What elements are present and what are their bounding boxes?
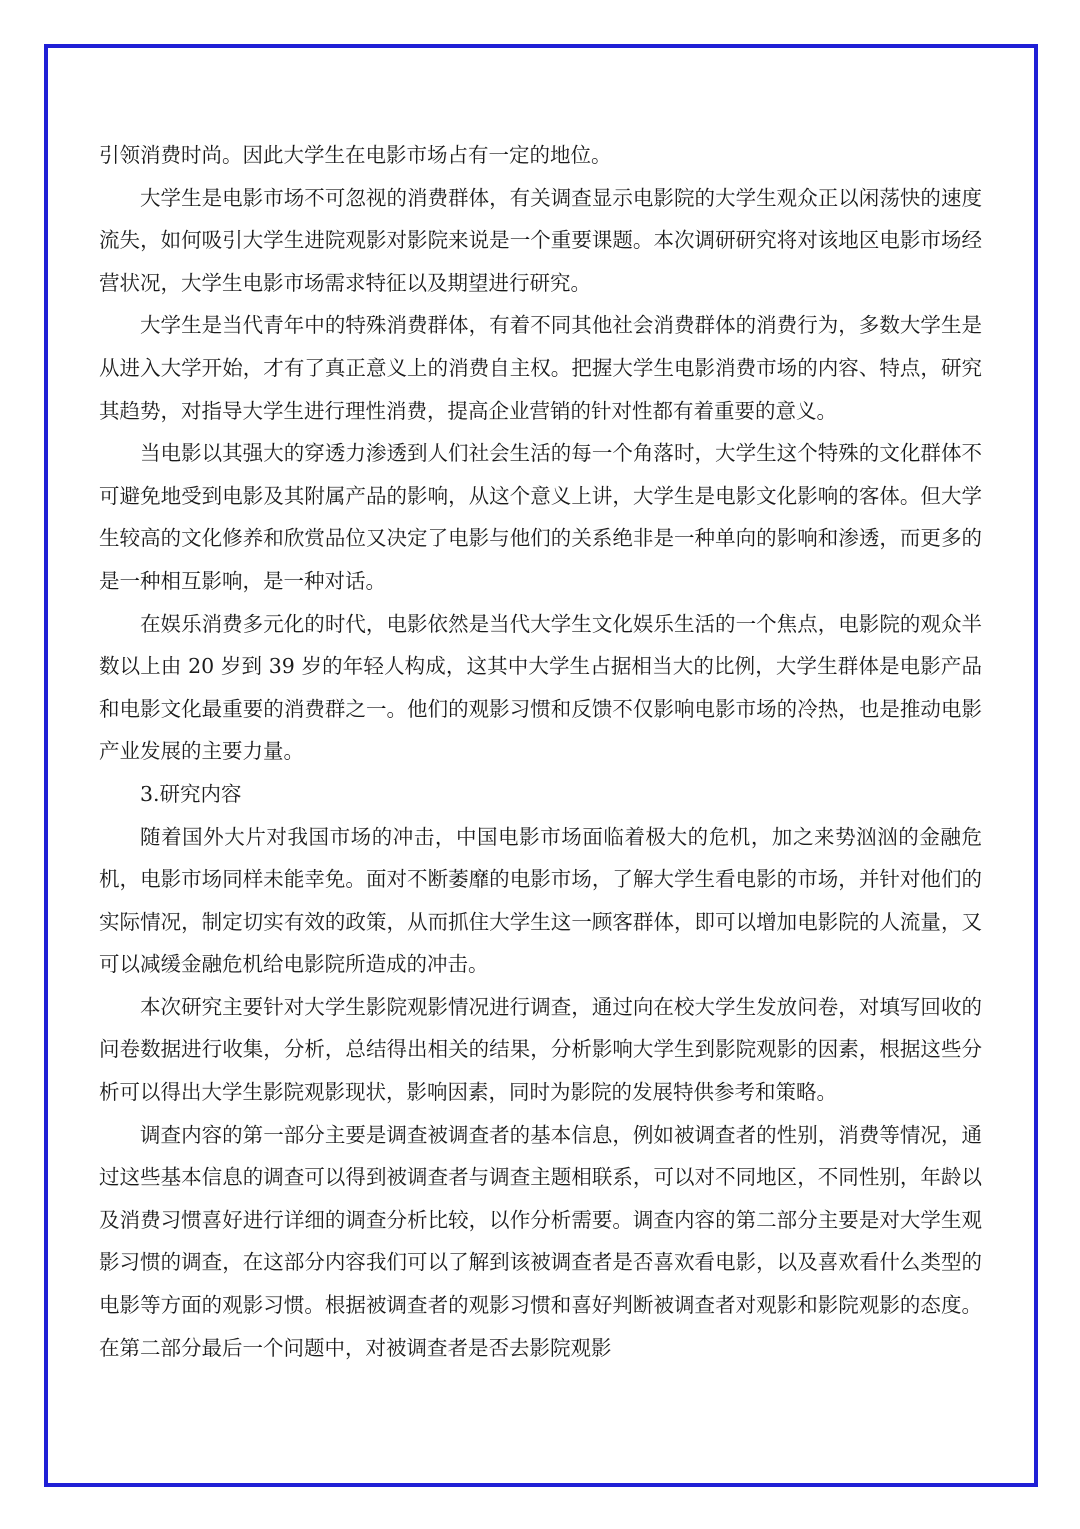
section-heading: 3.研究内容	[140, 781, 242, 806]
paragraph: 调查内容的第一部分主要是调查被调查者的基本信息，例如被调查者的性别，消费等情况，通过这些基本信息的调查可以得到被调查者与调查主题相联系，可以对不同地区，不同性别，年龄以及消费习惯喜好进行详细的调查分析比较，以作分析需要。调查内容的第二部分主要是对大学生观影习惯的调查，在这部分内容我们可以了解到该被调查者是否喜欢看电影，以及喜欢看什么类型的电影等方面的观影习惯。根据被调查者的观影习惯和喜好判断被调查者对观影和影院观影的态度。在第二部分最后一个问题中，对被调查者是否去影院观影	[99, 1122, 982, 1360]
paragraph: 大学生是当代青年中的特殊消费群体，有着不同其他社会消费群体的消费行为，多数大学生是从进入大学开始，才有了真正意义上的消费自主权。把握大学生电影消费市场的内容、特点，研究其趋势，对指导大学生进行理性消费，提高企业营销的针对性都有着重要的意义。	[99, 313, 982, 423]
document-body	[99, 134, 982, 1369]
paragraph: 在娱乐消费多元化的时代，电影依然是当代大学生文化娱乐生活的一个焦点，电影院的观众半数以上由 20 岁到 39 岁的年轻人构成，这其中大学生占据相当大的比例，大学生群体是电影产品和电影文化最重要的消费群之一。他们的观影习惯和反馈不仅影响电影市场的冷热，也是推动电影产业发展的主要力量。	[99, 611, 982, 764]
paragraph: 本次研究主要针对大学生影院观影情况进行调查，通过向在校大学生发放问卷，对填写回收的问卷数据进行收集，分析，总结得出相关的结果，分析影响大学生到影院观影的因素，根据这些分析可以得出大学生影院观影现状，影响因素，同时为影院的发展特供参考和策略。	[99, 994, 982, 1105]
paragraph: 引领消费时尚。因此大学生在电影市场占有一定的地位。	[99, 143, 612, 167]
paragraph: 随着国外大片对我国市场的冲击，中国电影市场面临着极大的危机，加之来势汹汹的金融危机，电影市场同样未能幸免。面对不断萎靡的电影市场，了解大学生看电影的市场，并针对他们的实际情况，制定切实有效的政策，从而抓住大学生这一顾客群体，即可以增加电影院的人流量，又可以减缓金融危机给电影院所造成的冲击。	[99, 824, 982, 977]
paragraph: 当电影以其强大的穿透力渗透到人们社会生活的每一个角落时，大学生这个特殊的文化群体不可避免地受到电影及其附属产品的影响，从这个意义上讲，大学生是电影文化影响的客体。但大学生较高的文化修养和欣赏品位又决定了电影与他们的关系绝非是一种单向的影响和渗透，而更多的是一种相互影响，是一种对话。	[99, 441, 982, 593]
paragraph: 大学生是电影市场不可忽视的消费群体，有关调查显示电影院的大学生观众正以闲荡快的速度流失，如何吸引大学生进院观影对影院来说是一个重要课题。本次调研研究将对该地区电影市场经营状况，大学生电影市场需求特征以及期望进行研究。	[99, 185, 982, 295]
